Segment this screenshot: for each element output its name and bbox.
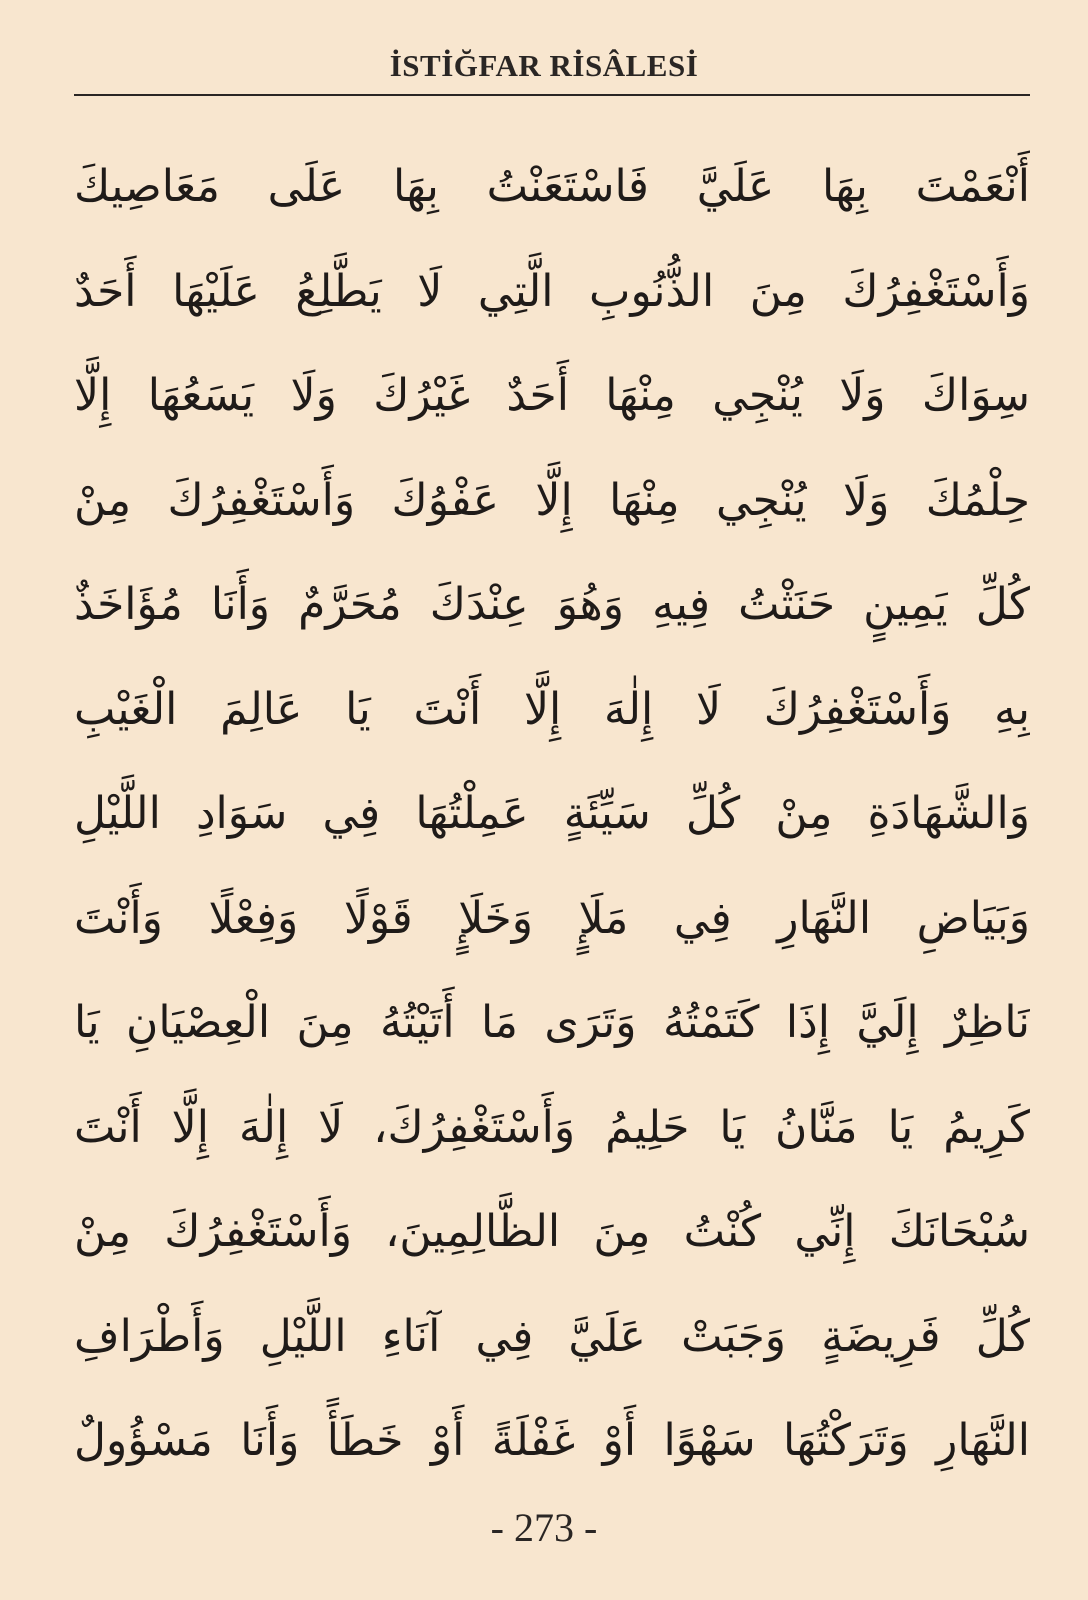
arabic-text-line: نَاظِرٌ إِلَيَّ إِذَا كَتَمْتُهُ وَتَرَى مَا أَتَيْتُهُ مِنَ الْعِصْيَانِ يَا (74, 997, 1030, 1048)
arabic-text-line: كُلِّ فَرِيضَةٍ وَجَبَتْ عَلَيَّ فِي آنَاءِ اللَّيْلِ وَأَطْرَافِ (74, 1310, 1030, 1362)
arabic-text-line: سُبْحَانَكَ إِنِّي كُنْتُ مِنَ الظَّالِمِينَ، وَأَسْتَغْفِرُكَ مِنْ (74, 1206, 1030, 1257)
arabic-text-line: كُلِّ يَمِينٍ حَنَثْتُ فِيهِ وَهُوَ عِنْدَكَ مُحَرَّمٌ وَأَنَا مُؤَاخَذٌ (74, 579, 1030, 630)
running-head-title: İSTİĞFAR RİSÂLESİ (389, 48, 699, 83)
arabic-text-line: وَبَيَاضِ النَّهَارِ فِي مَلَإٍ وَخَلَإٍ قَوْلًا وَفِعْلًا وَأَنْتَ (74, 892, 1030, 944)
arabic-text-line: وَأَسْتَغْفِرُكَ مِنَ الذُّنُوبِ الَّتِي لَا يَطَّلِعُ عَلَيْهَا أَحَدٌ (74, 265, 1030, 317)
header-rule (74, 94, 1030, 96)
arabic-text-line: أَنْعَمْتَ بِهَا عَلَيَّ فَاسْتَعَنْتُ بِهَا عَلَى مَعَاصِيكَ (74, 161, 1030, 212)
arabic-text-block (74, 135, 1030, 1494)
arabic-text-line: سِوَاكَ وَلَا يُنْجِي مِنْهَا أَحَدٌ غَيْرُكَ وَلَا يَسَعُهَا إِلَّا (74, 370, 1030, 421)
page-number: - 273 - (490, 1505, 598, 1550)
arabic-text-line: وَالشَّهَادَةِ مِنْ كُلِّ سَيِّئَةٍ عَمِلْتُهَا فِي سَوَادِ اللَّيْلِ (74, 788, 1030, 839)
arabic-text-line: حِلْمُكَ وَلَا يُنْجِي مِنْهَا إِلَّا عَفْوُكَ وَأَسْتَغْفِرُكَ مِنْ (74, 474, 1030, 526)
arabic-text-line: كَرِيمُ يَا مَنَّانُ يَا حَلِيمُ وَأَسْتَغْفِرُكَ، لَا إِلٰهَ إِلَّا أَنْتَ (74, 1101, 1030, 1153)
arabic-text-line: النَّهَارِ وَتَرَكْتُهَا سَهْوًا أَوْ غَفْلَةً أَوْ خَطَأً وَأَنَا مَسْؤُولٌ (74, 1415, 1030, 1466)
arabic-text-line: بِهِ وَأَسْتَغْفِرُكَ لَا إِلٰهَ إِلَّا أَنْتَ يَا عَالِمَ الْغَيْبِ (74, 683, 1030, 735)
